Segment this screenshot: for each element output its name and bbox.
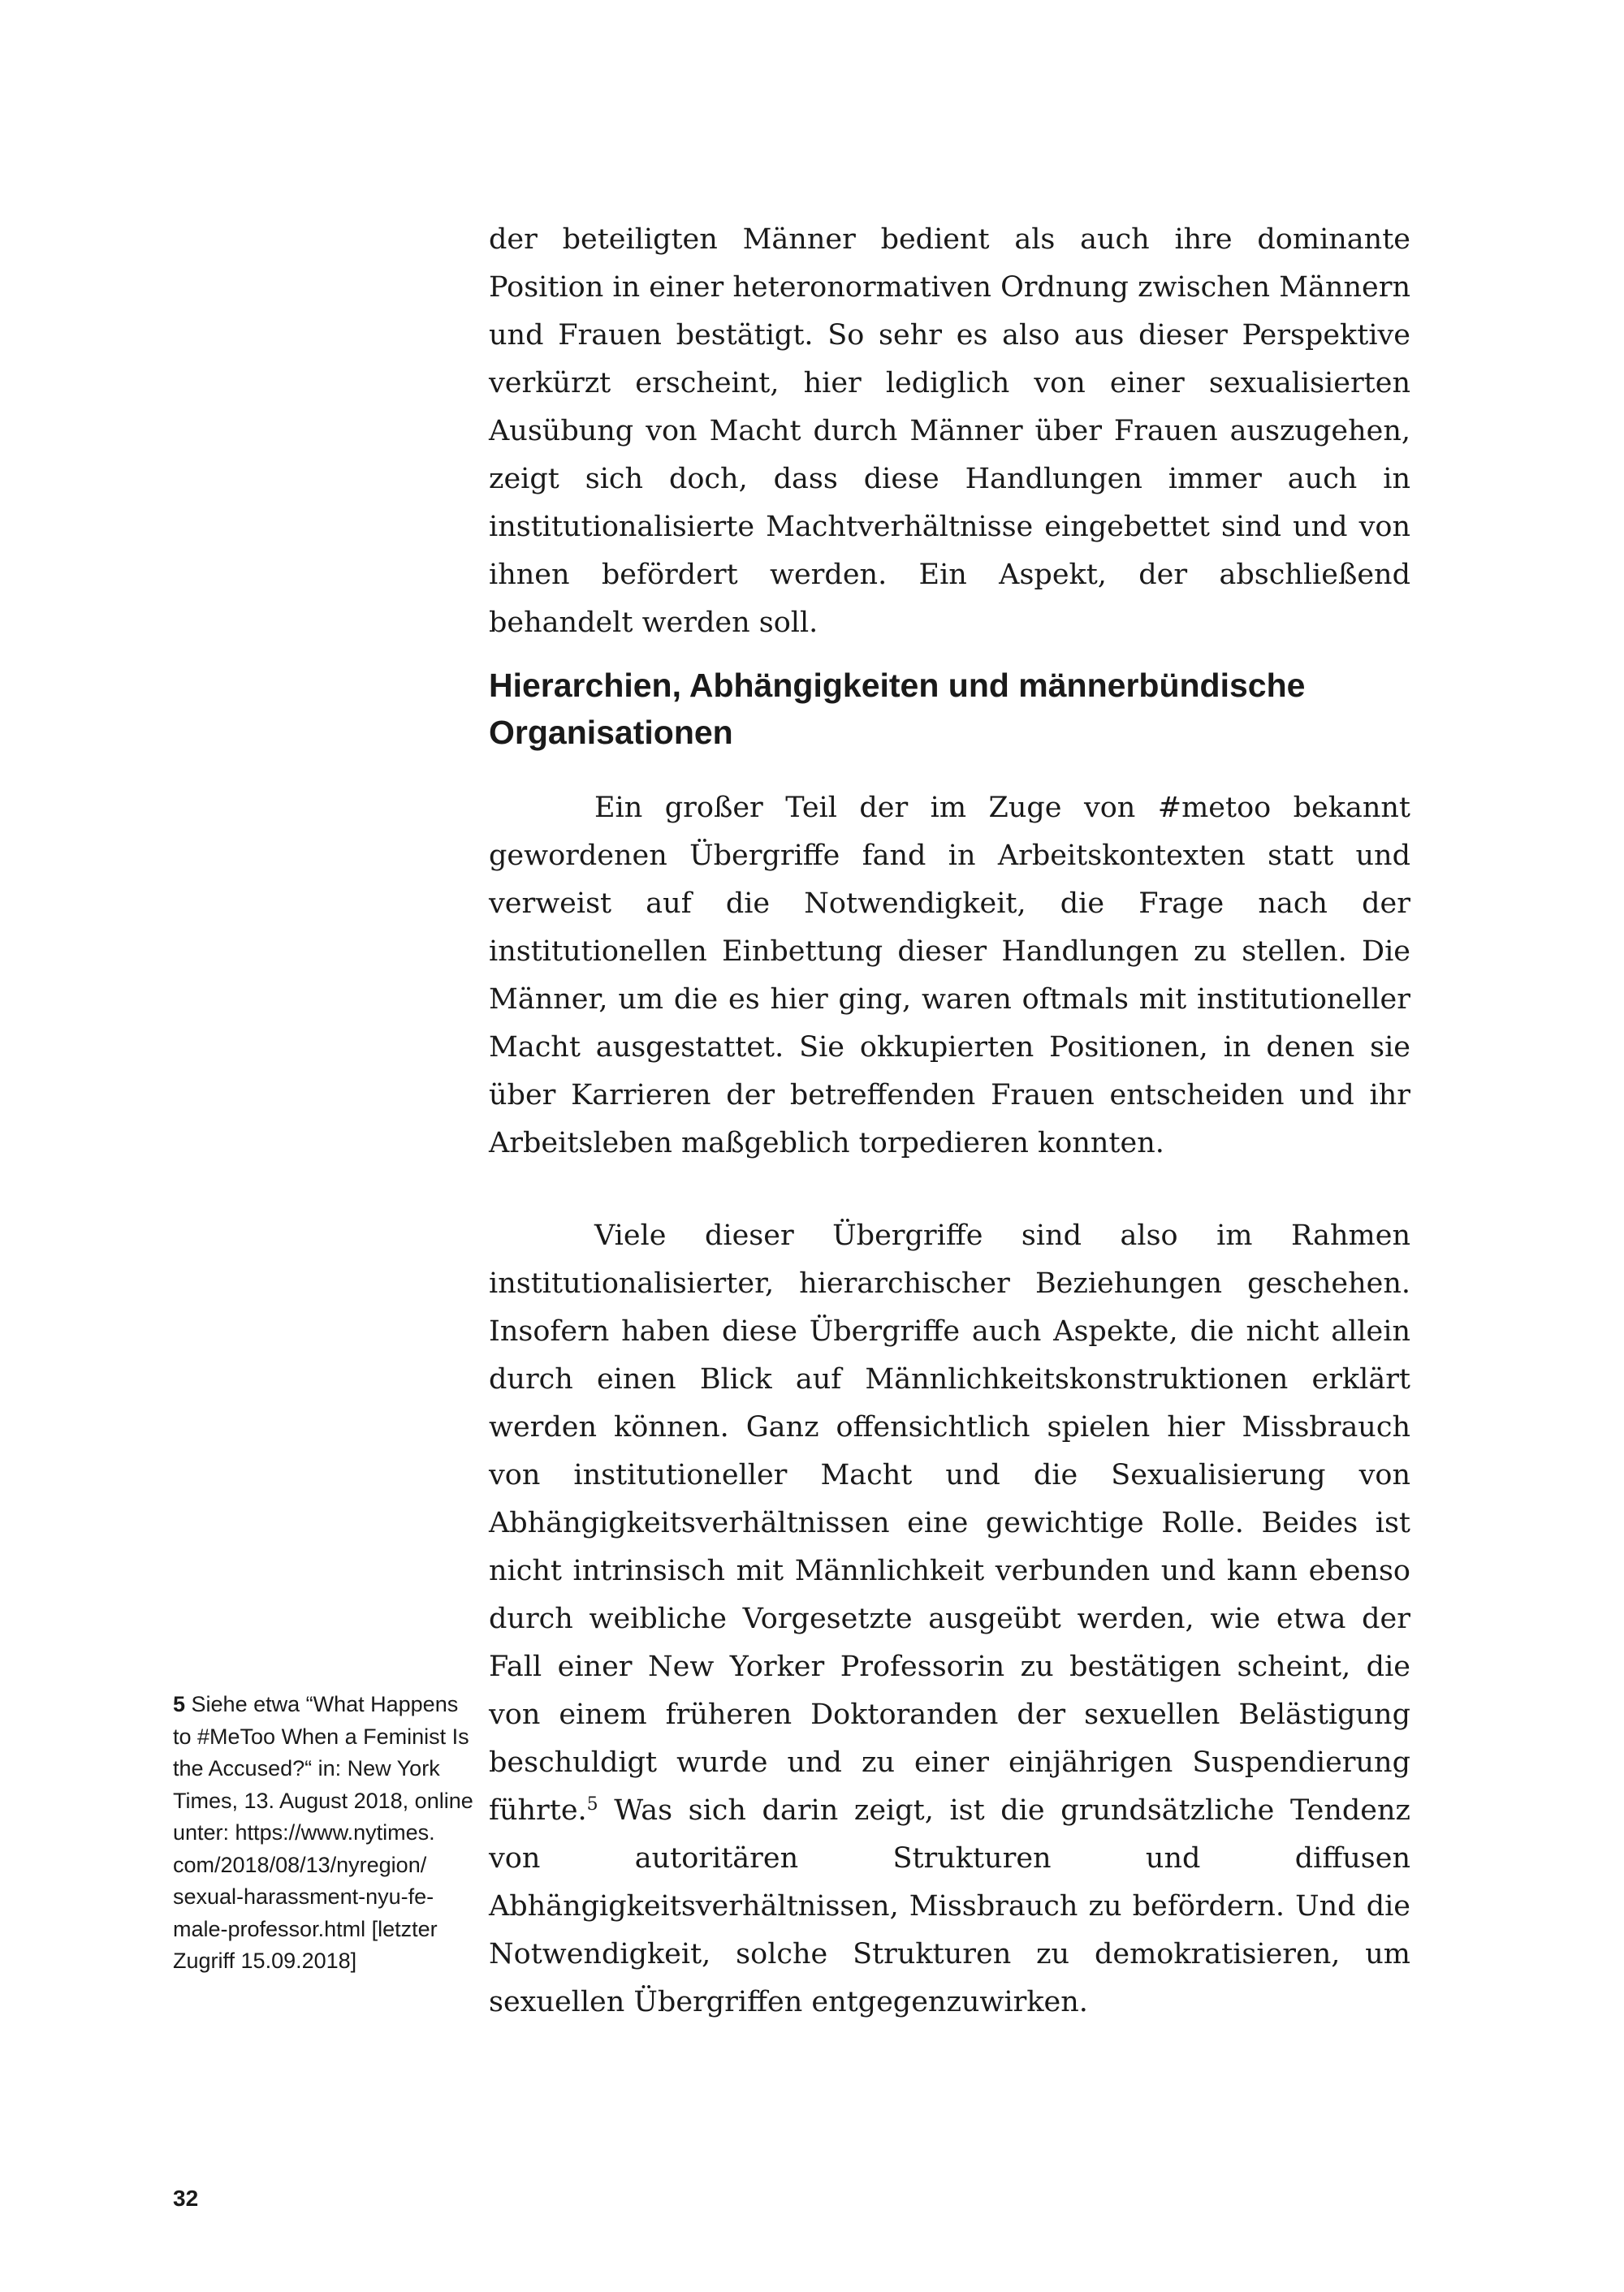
footnote-reference[interactable]: 5 bbox=[586, 1794, 598, 1815]
footnote bbox=[173, 1689, 473, 1978]
page-number: 32 bbox=[173, 2186, 199, 2211]
paragraph-text: Was sich darin zeigt, ist die grundsätzliche Tendenz von autoritären Strukturen und diffusen Abhängigkeitsverhältnissen, Missbrauch zu befördern. Und die Notwendigkeit, solche Strukturen zu demokratisieren, um sexuellen Übergriffen entgegenzuwirken. bbox=[489, 1794, 1410, 2018]
body-paragraph: der beteiligten Männer bedient als auch ihre dominante Position in einer heteronormativen Ordnung zwischen Männern und Frauen bestätigt. So sehr es also aus dieser Perspektive verkürzt erscheint, hier lediglich von einer sexualisierten Ausübung von Macht durch Männer über Frauen auszugehen, zeigt sich doch, dass diese Handlungen immer auch in institutionalisierte Machtverhältnisse eingebettet sind und von ihnen befördert werden. Ein Aspekt, der abschließend behandelt werden soll. bbox=[489, 223, 1410, 639]
footnote-text: Siehe etwa “What Happens to #MeToo When a Feminist Is the Accused?“ in: New York Times, 13. August 2018, online unter: https://www.nytimes.​com/2018/08/13/nyregion/​sexual-harassment-nyu-female-professor.html [letzter Zugriff 15.09.2018] bbox=[173, 1692, 473, 1973]
body-paragraph: Ein großer Teil der im Zuge von #metoo bekannt gewordenen Übergriffe fand in Arbeitskontexten statt und verweist auf die Notwendigkeit, die Frage nach der institutionellen Einbettung dieser Handlungen zu stellen. Die Männer, um die es hier ging, waren oftmals mit institutioneller Macht ausgestattet. Sie okkupierten Positionen, in denen sie über Karrieren der betreffenden Frauen entscheiden und ihr Arbeitsleben maßgeblich torpedieren konnten. bbox=[489, 792, 1410, 1159]
body-paragraph bbox=[489, 1212, 1410, 2027]
section-heading: Hierarchien, Abhängigkeiten und männerbündische Organisationen bbox=[489, 667, 1306, 751]
footnote-number: 5 bbox=[173, 1692, 186, 1716]
paragraph-text: Viele dieser Übergriffe sind also im Rahmen institutionalisierter, hierarchischer Beziehungen geschehen. Insofern haben diese Übergriffe auch Aspekte, die nicht allein durch einen Blick auf Männlichkeitskonstruktionen erklärt werden können. Ganz offensichtlich spielen hier Missbrauch von institutioneller Macht und die Sexualisierung von Abhängigkeitsverhältnissen eine gewichtige Rolle. Beides ist nicht intrinsisch mit Männlichkeit verbunden und kann ebenso durch weibliche Vorgesetzte ausgeübt werden, wie etwa der Fall einer New Yorker Professorin zu bestätigen scheint, die von einem früheren Doktoranden der sexuellen Belästigung beschuldigt wurde und zu einer einjährigen Suspendierung führte. bbox=[489, 1219, 1410, 1827]
